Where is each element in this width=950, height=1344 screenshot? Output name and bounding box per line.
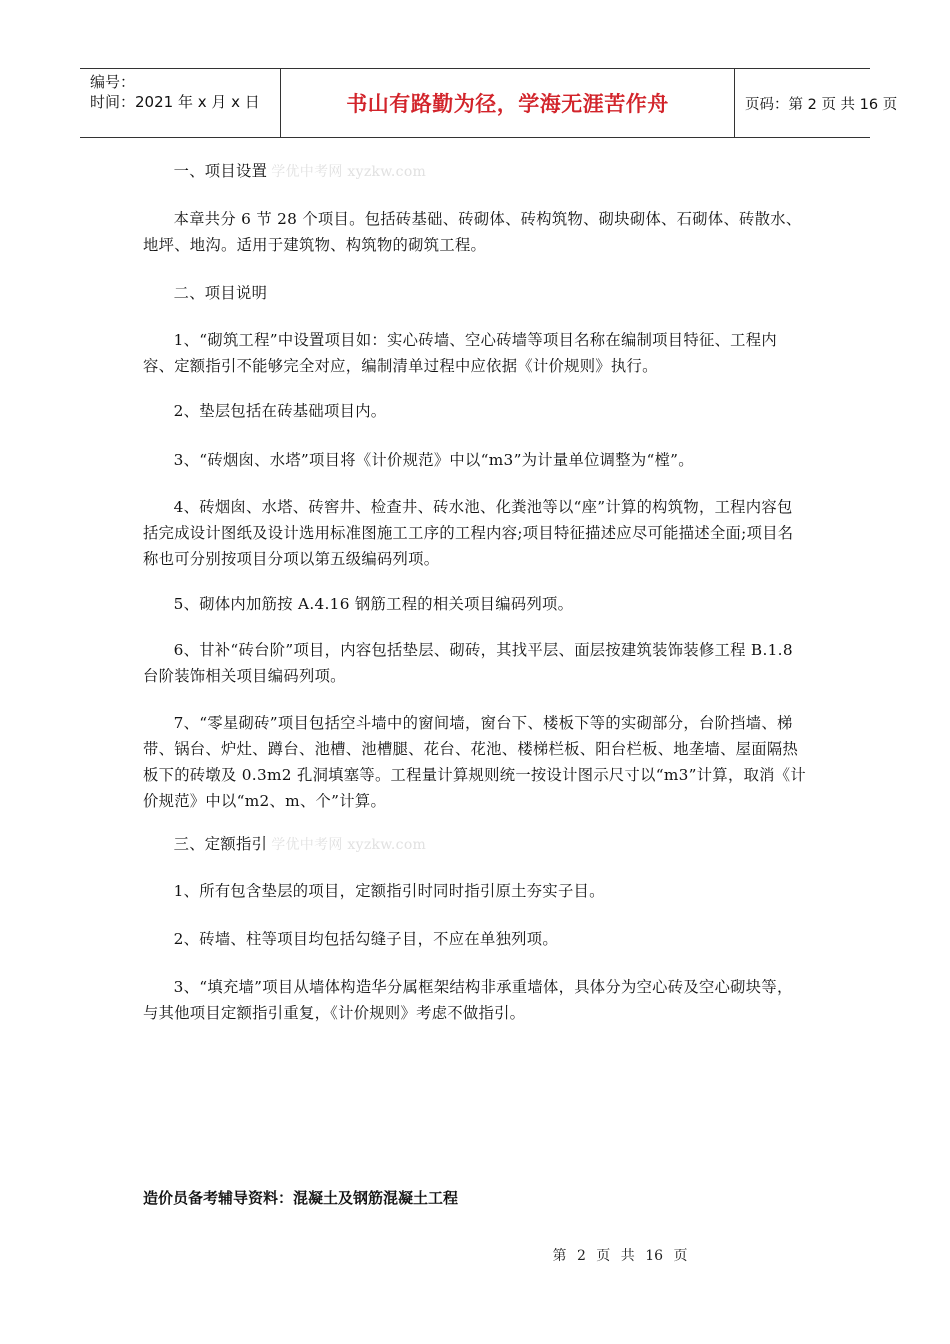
paragraph: 本章共分 6 节 28 个项目。包括砖基础、砖砌体、砖构筑物、砌块砌体、石砌体、砖散水、地坪、地沟。适用于建筑物、构筑物的砌筑工程。 — [143, 210, 802, 254]
document-date: 时间：2021 年 x 月 x 日 — [90, 93, 260, 111]
paragraph: 1、所有包含垫层的项目，定额指引时同时指引原土夯实子目。 — [173, 882, 605, 900]
paragraph: 1、“砌筑工程”中设置项目如：实心砖墙、空心砖墙等项目名称在编制项目特征、工程内容、定额指引不能够完全对应，编制清单过程中应依据《计价规则》执行。 — [143, 331, 777, 375]
motto-text: 书山有路勤为径，学海无涯苦作舟 — [346, 92, 669, 116]
header-motto-cell — [280, 69, 735, 137]
document-number-label: 编号： — [90, 73, 136, 91]
header-page-info: 页码：第 2 页 共 16 页 — [745, 96, 898, 113]
header-page-cell — [735, 69, 898, 137]
section-heading-2: 二、项目说明 — [173, 284, 268, 302]
paragraph: 3、“砖烟囱、水塔”项目将《计价规范》中以“m3”为计量单位调整为“樘”。 — [173, 451, 694, 469]
section-heading-1: 一、项目设置 学优中考网 xyzkw.com — [173, 162, 427, 180]
paragraph: 5、砌体内加筋按 A.4.16 钢筋工程的相关项目编码列项。 — [173, 595, 574, 613]
paragraph: 6、甘补“砖台阶”项目，内容包括垫层、砌砖，其找平层、面层按建筑装饰装修工程 B.1.8 台阶装饰相关项目编码列项。 — [143, 641, 793, 685]
watermark-text: 学优中考网 xyzkw.com — [271, 164, 427, 180]
next-section-title: 造价员备考辅导资料：混凝土及钢筋混凝土工程 — [143, 1189, 459, 1207]
section-heading-3: 三、定额指引 学优中考网 xyzkw.com — [173, 835, 427, 853]
paragraph: 3、“填充墙”项目从墙体构造华分属框架结构非承重墙体，具体分为空心砖及空心砌块等，与其他项目定额指引重复，《计价规则》考虑不做指引。 — [143, 978, 793, 1022]
paragraph: 2、垫层包括在砖基础项目内。 — [173, 402, 387, 420]
paragraph: 7、“零星砌砖”项目包括空斗墙中的窗间墙，窗台下、楼板下等的实砌部分，台阶挡墙、梯带、锅台、炉灶、蹲台、池槽、池槽腿、花台、花池、楼梯栏板、阳台栏板、地垄墙、屋面隔热板下的砖墩及 0.3m2 孔洞填塞等。工程量计算规则统一按设计图示尺寸以“m3”计算，取消《计价规范》中以“m2、m、个”计算。 — [143, 714, 806, 810]
page-footer: 第 2 页 共 16 页 — [552, 1248, 688, 1264]
watermark-text: 学优中考网 xyzkw.com — [271, 837, 427, 853]
paragraph: 2、砖墙、柱等项目均包括勾缝子目，不应在单独列项。 — [173, 930, 558, 948]
header-meta — [80, 69, 280, 137]
page-header — [80, 68, 898, 138]
paragraph: 4、砖烟囱、水塔、砖窖井、检查井、砖水池、化粪池等以“座”计算的构筑物，工程内容包括完成设计图纸及设计选用标准图施工工序的工程内容;项目特征描述应尽可能描述全面;项目名称也可分别按项目分项以第五级编码列项。 — [143, 498, 794, 568]
